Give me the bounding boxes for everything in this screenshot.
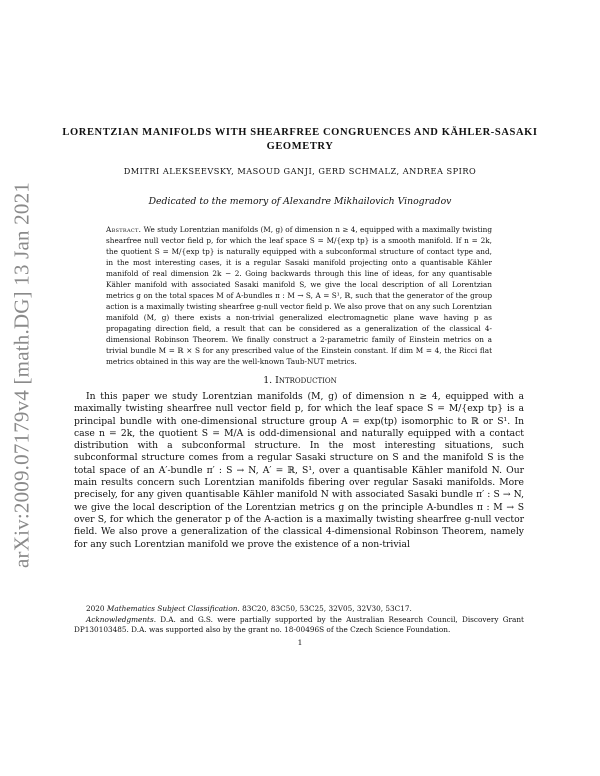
dedication: Dedicated to the memory of Alexandre Mikhailovich Vinogradov [148, 196, 452, 207]
section-heading [60, 375, 540, 386]
ack-text: D.A. and G.S. were partially supported by the Australian Research Council, Discovery Grant DP130103485. D.A. was supported also by the grant no. 18-00496S of the Czech Science Foundation. [74, 614, 524, 634]
introduction-paragraph: In this paper we study Lorentzian manifolds (M, g) of dimension n ≥ 4, equipped with a maximally twisting shearfree null vector field p, for which the leaf space S = M/{exp tp} is a principal bundle with one-dimensional structure group A = exp(tp) isomorphic to ℝ or S¹. In case n = 2k, the quotient S = M/A is odd-dimensional and naturally equipped with a contact distribution with a subconformal structure. In the most interesting situations, such subconformal structure comes from a regular Sasaki structure on S and the manifold S is the total space of an A′-bundle π′ : S → N, A′ = ℝ, S¹, over a quantisable Kähler manifold N. Our main results concern such Lorentzian manifolds fibering over regular Sasaki manifolds. More precisely, for any given quantisable Kähler manifold N with associated Sasaki bundle π′ : S → N, we give the local description of the Lorentzian metrics g on the principle A-bundles π : M → S over S, for which the generator p of the A-action is a maximally twisting shearfree g-null vector field. We also prove a generalization of the classical 4-dimensional Robinson Theorem, namely for any such Lorentzian manifold we prove the existence of a non-trivial [74, 391, 524, 550]
section-number: 1. [263, 375, 273, 386]
abstract-text: We study Lorentzian manifolds (M, g) of dimension n ≥ 4, equipped with a maximally twisting shearfree null vector field p, for which the leaf space S = M/{exp tp} is a smooth manifold. If n = 2k, the quotient S = M/{exp tp} is naturally equipped with a subconformal structure of contact type and, in the most interesting cases, it is a regular Sasaki manifold projecting onto a quantisable Kähler manifold of real dimension 2k − 2. Going backwards through this line of ideas, for any quantisable Kähler manifold with associated Sasaki manifold S, we give the local description of all Lorentzian metrics g on the total spaces M of A-bundles π : M → S, A = S¹, ℝ, such that the generator of the group action is a maximally twisting shearfree g-null vector field p. We also prove that on any such Lorentzian manifold (M, g) there exists a non-trivial generalized electromagnetic plane wave having p as propagating direction field, a result that can be considered as a generalization of the classical 4-dimensional Robinson Theorem. We finally construct a 2-parametric family of Einstein metrics on a trivial bundle M = ℝ × S for any prescribed value of the Einstein constant. If dim M = 4, the Ricci flat metrics obtained in this way are the well-known Taub-NUT metrics. [106, 225, 492, 366]
paper-title: LORENTZIAN MANIFOLDS WITH SHEARFREE CONGRUENCES AND KÄHLER-SASAKI GEOMETRY [62, 127, 538, 152]
arxiv-id-text: arXiv:2009.07179v4 [math.DG] 13 Jan 2021 [9, 182, 34, 568]
arxiv-sidebar-identifier [2, 165, 42, 585]
msc-year: 2020 [86, 604, 105, 613]
page-number: 1 [297, 638, 303, 647]
paper-authors: DMITRI ALEKSEEVSKY, MASOUD GANJI, GERD SCHMALZ, ANDREA SPIRO [123, 166, 477, 176]
abstract [106, 224, 492, 367]
abstract-label: Abstract. [106, 225, 142, 234]
footnotes [74, 604, 524, 636]
acknowledgments-footnote [74, 615, 524, 636]
section-title: Introduction [275, 375, 337, 386]
msc-label: Mathematics Subject Classification. [106, 604, 240, 613]
msc-footnote [74, 604, 524, 615]
msc-codes: 83C20, 83C50, 53C25, 32V05, 32V30, 53C17. [242, 604, 412, 613]
ack-label: Acknowledgments. [86, 614, 157, 624]
